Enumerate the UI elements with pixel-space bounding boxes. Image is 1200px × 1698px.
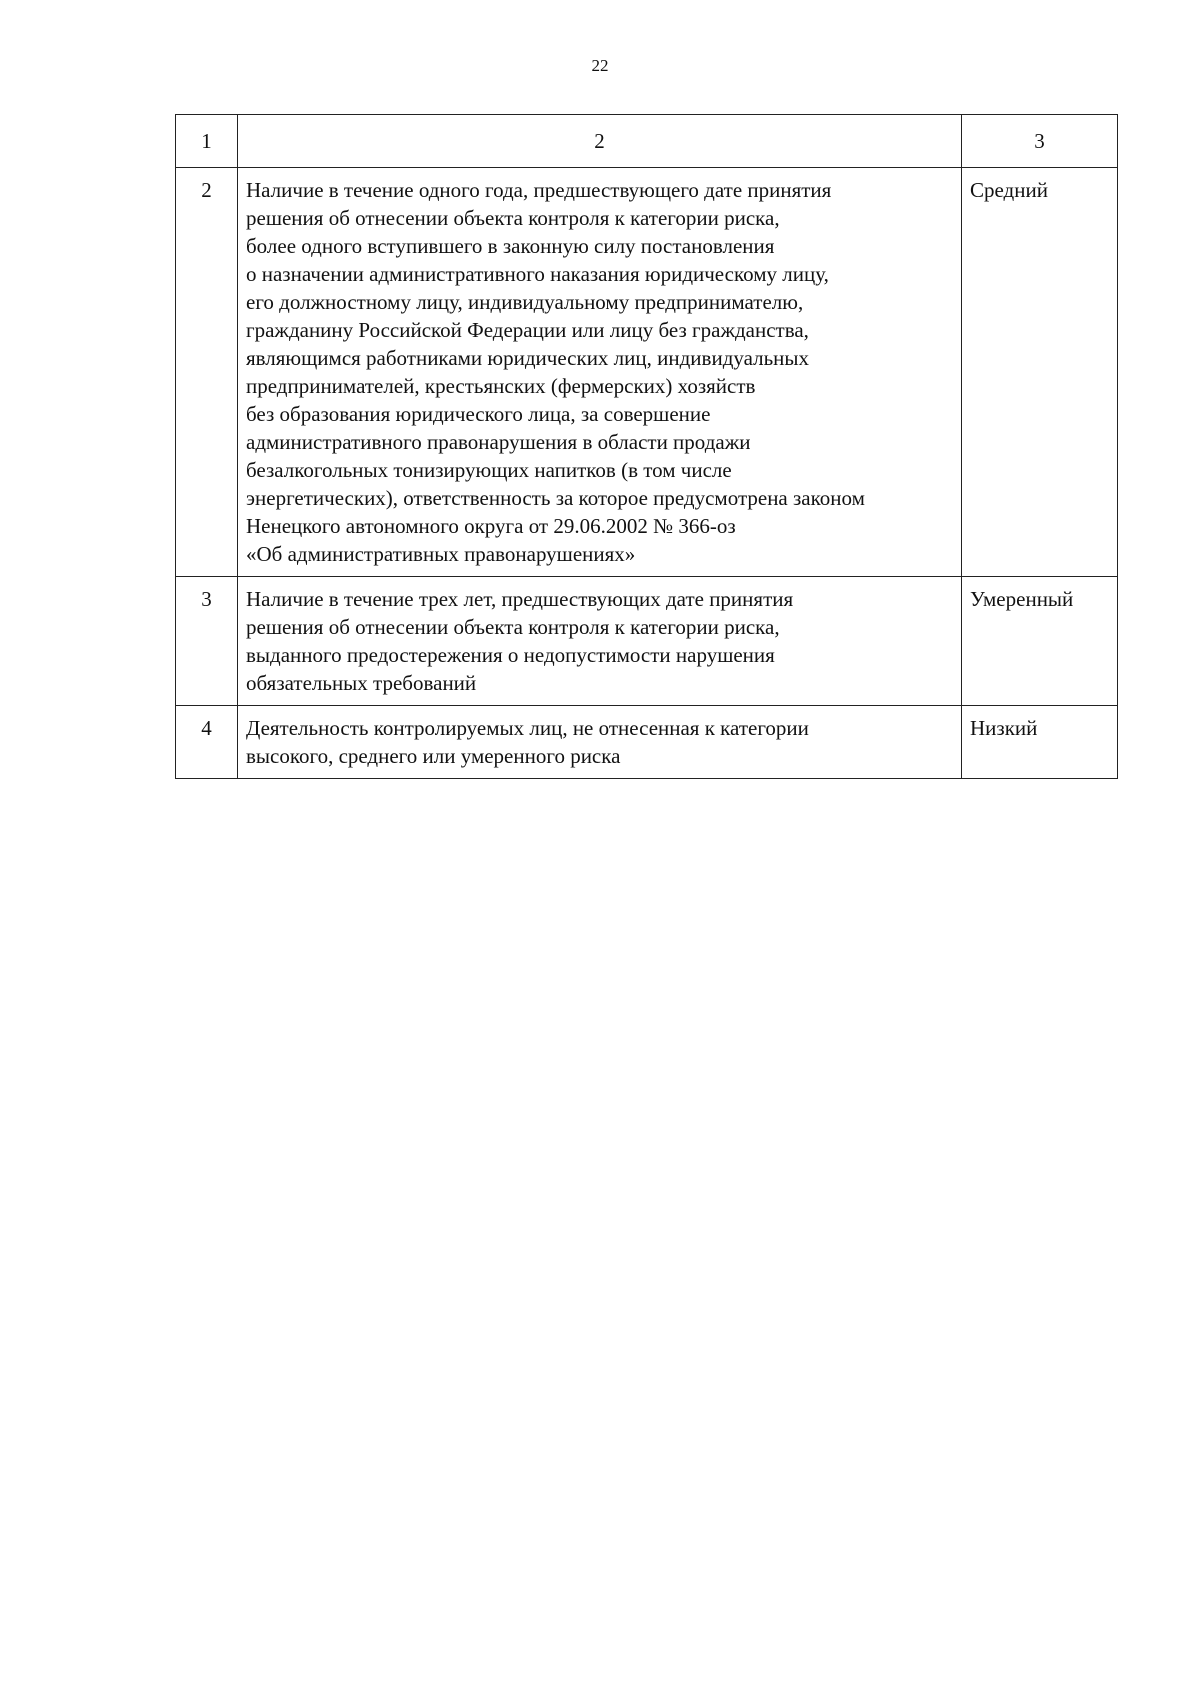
table-header-row	[176, 115, 1118, 168]
criterion-line: безалкогольных тонизирующих напитков (в том числе	[246, 458, 732, 482]
risk-level: Средний	[962, 168, 1118, 577]
criterion-line: гражданину Российской Федерации или лицу без гражданства,	[246, 318, 809, 342]
criterion-line: административного правонарушения в области продажи	[246, 430, 751, 454]
header-cell-2: 2	[238, 115, 962, 168]
criterion-line: Наличие в течение трех лет, предшествующих дате принятия	[246, 587, 794, 611]
risk-level: Умеренный	[962, 577, 1118, 706]
criterion-line: более одного вступившего в законную силу постановления	[246, 234, 775, 258]
criterion-line: Деятельность контролируемых лиц, не отнесенная к категории	[246, 716, 809, 740]
criterion-line: Наличие в течение одного года, предшествующего дате принятия	[246, 178, 832, 202]
criterion-line: обязательных требований	[246, 671, 477, 695]
criterion-line: без образования юридического лица, за совершение	[246, 402, 711, 426]
criterion-line: являющимся работниками юридических лиц, индивидуальных	[246, 346, 810, 370]
criterion-text	[238, 577, 962, 706]
row-number: 2	[176, 168, 238, 577]
criterion-line: «Об административных правонарушениях»	[246, 542, 636, 566]
criterion-line: его должностному лицу, индивидуальному предпринимателю,	[246, 290, 804, 314]
table-row	[176, 577, 1118, 706]
criterion-line: решения об отнесении объекта контроля к категории риска,	[246, 206, 780, 230]
table-row	[176, 168, 1118, 577]
criterion-text	[238, 168, 962, 577]
criterion-line: о назначении административного наказания юридическому лицу,	[246, 262, 829, 286]
row-number: 3	[176, 577, 238, 706]
header-cell-1: 1	[176, 115, 238, 168]
criterion-text	[238, 706, 962, 779]
criterion-line: энергетических), ответственность за которое предусмотрена законом	[246, 486, 865, 510]
criterion-line: выданного предостережения о недопустимости нарушения	[246, 643, 775, 667]
criterion-line: решения об отнесении объекта контроля к категории риска,	[246, 615, 780, 639]
page-number: 22	[591, 56, 609, 75]
risk-category-table	[175, 114, 1118, 779]
risk-level: Низкий	[962, 706, 1118, 779]
criterion-line: высокого, среднего или умеренного риска	[246, 744, 621, 768]
criterion-line: предпринимателей, крестьянских (фермерских) хозяйств	[246, 374, 756, 398]
table-row	[176, 706, 1118, 779]
row-number: 4	[176, 706, 238, 779]
header-cell-3: 3	[962, 115, 1118, 168]
criterion-line: Ненецкого автономного округа от 29.06.2002 № 366-оз	[246, 514, 736, 538]
